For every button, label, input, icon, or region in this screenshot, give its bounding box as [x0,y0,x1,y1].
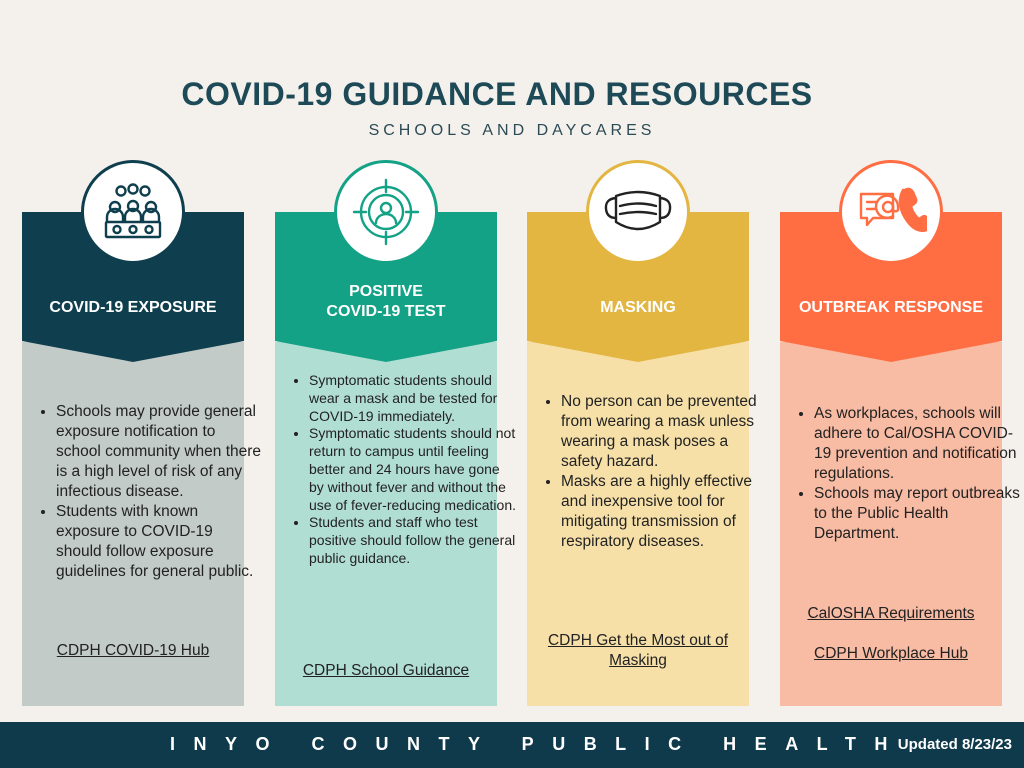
card-title: OUTBREAK RESPONSE [798,299,984,316]
card-covid-exposure [22,212,262,706]
bullet-list [287,372,517,568]
footer-updated-date: Updated 8/23/23 [897,736,1012,753]
list-item: • Schools may report outbreaks to the Public Health Department. [814,484,1020,544]
list-item: • Symptomatic students should not return to campus until feeling better and 24 hours have gone by without fever and without the use of fever-reducing medication. [309,425,517,514]
list-item: • Schools may provide general exposure notification to school community when there is a high level of risk of any infectious disease. [56,402,262,502]
face-mask-icon [586,160,690,264]
link-cdph-masking[interactable]: CDPH Get the Most out of Masking [547,632,729,669]
bullet-list [539,392,767,552]
link-cdph-covid-hub[interactable]: CDPH COVID-19 Hub [56,642,210,659]
card-title: MASKING [600,299,676,316]
link-cdph-workplace-hub[interactable]: CDPH Workplace Hub [814,645,968,662]
card-title-line: POSITIVE [349,283,423,300]
list-item: • Students with known exposure to COVID-19 should follow exposure guidelines for general public. [56,502,262,582]
card-title-line: COVID-19 TEST [326,303,446,320]
list-item: • No person can be prevented from wearing a mask unless wearing a mask poses a safety hazard. [561,392,767,472]
card-positive-test [275,212,516,706]
list-item: • Masks are a highly effective and inexpensive tool for mitigating transmission of respiratory diseases. [561,472,767,552]
target-person-icon [334,160,438,264]
link-calosha-requirements[interactable]: CalOSHA Requirements [807,605,975,622]
page-title: COVID-19 GUIDANCE AND RESOURCES [181,76,813,112]
footer-bar [0,722,1024,768]
group-icon [81,160,185,264]
card-title [275,274,497,330]
bullet-list [792,404,1020,544]
link-cdph-school-guidance[interactable]: CDPH School Guidance [302,662,470,679]
contact-phone-icon [839,160,943,264]
footer-org-name: INYO COUNTY PUBLIC HEALTH [170,734,906,754]
card-masking [527,212,757,706]
bullet-list [34,402,262,582]
card-title: COVID-19 EXPOSURE [49,299,217,316]
list-item: • Students and staff who test positive should follow the general public guidance. [309,514,517,567]
list-item: • As workplaces, schools will adhere to Cal/OSHA COVID-19 prevention and notification regulations. [814,404,1020,484]
card-outbreak-response [780,212,1020,706]
list-item: • Symptomatic students should wear a mask and be tested for COVID-19 immediately. [309,372,517,425]
page-subtitle: SCHOOLS AND DAYCARES [368,122,656,139]
